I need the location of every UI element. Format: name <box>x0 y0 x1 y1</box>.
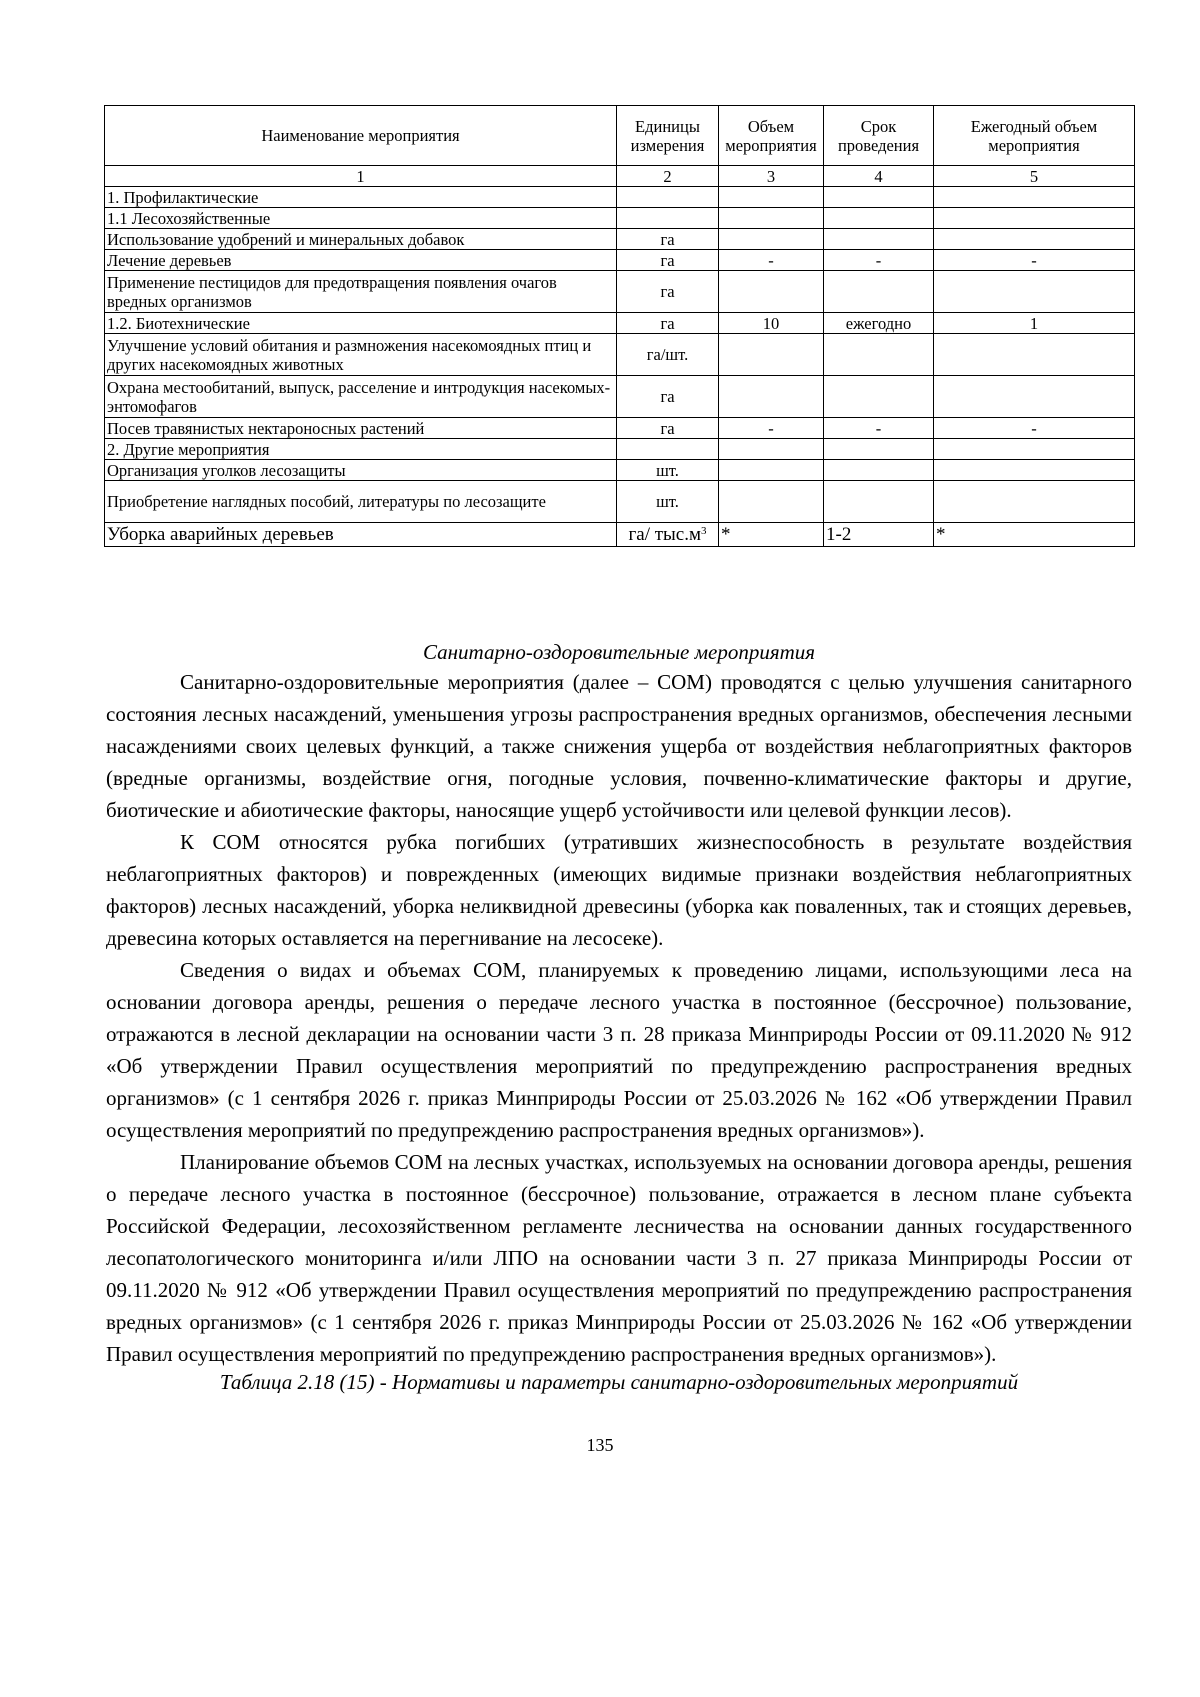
row-unit <box>617 523 719 547</box>
row-term <box>824 208 934 229</box>
row-unit: га/шт. <box>617 334 719 376</box>
table-row <box>105 187 1135 208</box>
row-volume <box>719 271 824 313</box>
row-name: 1. Профилактические <box>105 187 617 208</box>
row-unit <box>617 439 719 460</box>
row-volume <box>719 334 824 376</box>
section-title: Санитарно-оздоровительные мероприятия <box>422 640 816 664</box>
row-unit: га <box>617 418 719 439</box>
table-row <box>105 418 1135 439</box>
table-row <box>105 481 1135 523</box>
row-volume <box>719 439 824 460</box>
row-annual <box>934 439 1135 460</box>
row-annual <box>934 334 1135 376</box>
paragraph: К СОМ относятся рубка погибших (утративших жизнеспособность в результате воздействия неблагоприятных факторов) и поврежденных (имеющих видимые признаки воздействия неблагоприятных факторов) лесных насаждений, уборка неликвидной древесины (уборка как поваленных, так и стоящих деревьев, древесина которых оставляется на перегнивание на лесосеке). <box>106 830 1132 950</box>
column-number-row <box>105 166 1135 187</box>
row-volume <box>719 229 824 250</box>
row-name: 2. Другие мероприятия <box>105 439 617 460</box>
page-number: 135 <box>586 1435 614 1455</box>
table-row <box>105 271 1135 313</box>
table-row <box>105 250 1135 271</box>
table-row <box>105 439 1135 460</box>
table-row <box>105 376 1135 418</box>
header-unit: Единицы измерения <box>617 106 719 166</box>
row-volume <box>719 460 824 481</box>
row-volume <box>719 208 824 229</box>
paragraph: Сведения о видах и объемах СОМ, планируемых к проведению лицами, использующими леса на основании договора аренды, решения о передаче лесного участка в постоянное (бессрочное) пользование, отражаются в лесной декларации на основании части 3 п. 28 приказа Минприроды России от 09.11.2020 № 912 «Об утверждении Правил осуществления мероприятий по предупреждению распространения вредных организмов» (с 1 сентября 2026 г. приказ Минприроды России от 25.03.2026 № 162 «Об утверждении Правил осуществления мероприятий по предупреждению распространения вредных организмов»). <box>106 958 1132 1142</box>
row-name: Лечение деревьев <box>105 250 617 271</box>
row-name: Приобретение наглядных пособий, литературы по лесозащите <box>105 481 617 523</box>
row-term <box>824 460 934 481</box>
row-term <box>824 376 934 418</box>
paragraph: Планирование объемов СОМ на лесных участках, используемых на основании договора аренды, решения о передаче лесного участка в постоянное (бессрочное) пользование, отражается в лесном плане субъекта Российской Федерации, лесохозяйственном регламенте лесничества на основании данных государственного лесопатологического мониторинга и/или ЛПО на основании части 3 п. 27 приказа Минприроды России от 09.11.2020 № 912 «Об утверждении Правил осуществления мероприятий по предупреждению распространения вредных организмов» (с 1 сентября 2026 г. приказ Минприроды России от 25.03.2026 № 162 «Об утверждении Правил осуществления мероприятий по предупреждению распространения вредных организмов»). <box>106 1150 1132 1366</box>
column-number: 3 <box>719 166 824 187</box>
header-term: Срок проведения <box>824 106 934 166</box>
table-row <box>105 208 1135 229</box>
row-term <box>824 229 934 250</box>
column-number: 5 <box>934 166 1135 187</box>
row-term: 1-2 <box>824 523 934 547</box>
row-unit: га <box>617 250 719 271</box>
row-volume: 10 <box>719 313 824 334</box>
row-name: Использование удобрений и минеральных добавок <box>105 229 617 250</box>
table-row <box>105 229 1135 250</box>
header-volume: Объем мероприятия <box>719 106 824 166</box>
row-term: ежегодно <box>824 313 934 334</box>
paragraph: Санитарно-оздоровительные мероприятия (далее – СОМ) проводятся с целью улучшения санитарного состояния лесных насаждений, уменьшения угрозы распространения вредных организмов, обеспечения лесными насаждениями своих целевых функций, а также снижения ущерба от воздействия неблагоприятных факторов (вредные организмы, воздействие огня, погодные условия, почвенно-климатические факторы и другие, биотические и абиотические факторы, наносящие ущерб устойчивости или целевой функции лесов). <box>106 670 1132 822</box>
row-unit: га <box>617 271 719 313</box>
column-number: 2 <box>617 166 719 187</box>
row-annual <box>934 187 1135 208</box>
row-annual <box>934 229 1135 250</box>
row-term <box>824 334 934 376</box>
measures-table <box>104 105 1135 547</box>
row-annual <box>934 460 1135 481</box>
table-row-last <box>105 523 1135 547</box>
row-term <box>824 439 934 460</box>
row-volume <box>719 187 824 208</box>
row-unit: шт. <box>617 481 719 523</box>
row-volume <box>719 376 824 418</box>
row-unit <box>617 208 719 229</box>
unit-superscript: 3 <box>701 525 707 537</box>
row-name: Улучшение условий обитания и размножения насекомоядных птиц и других насекомоядных животных <box>105 334 617 376</box>
row-term: - <box>824 418 934 439</box>
row-name: 1.2. Биотехнические <box>105 313 617 334</box>
header-annual: Ежегодный объем мероприятия <box>934 106 1135 166</box>
column-number: 4 <box>824 166 934 187</box>
table-caption: Таблица 2.18 (15) - Нормативы и параметры санитарно-оздоровительных мероприятий <box>219 1370 1019 1394</box>
row-name: 1.1 Лесохозяйственные <box>105 208 617 229</box>
row-annual <box>934 208 1135 229</box>
header-name: Наименование мероприятия <box>105 106 617 166</box>
row-name: Организация уголков лесозащиты <box>105 460 617 481</box>
row-unit: шт. <box>617 460 719 481</box>
table-row <box>105 460 1135 481</box>
row-annual <box>934 271 1135 313</box>
row-name: Уборка аварийных деревьев <box>105 523 617 547</box>
row-annual: 1 <box>934 313 1135 334</box>
row-term <box>824 187 934 208</box>
row-volume: * <box>719 523 824 547</box>
row-term: - <box>824 250 934 271</box>
row-annual <box>934 376 1135 418</box>
row-annual: - <box>934 250 1135 271</box>
row-term <box>824 481 934 523</box>
table-header-row <box>105 106 1135 166</box>
row-annual: * <box>934 523 1135 547</box>
row-unit: га <box>617 229 719 250</box>
row-term <box>824 271 934 313</box>
table-row <box>105 313 1135 334</box>
row-name: Охрана местообитаний, выпуск, расселение и интродукция насекомых-энтомофагов <box>105 376 617 418</box>
row-unit: га <box>617 376 719 418</box>
row-unit <box>617 187 719 208</box>
row-volume: - <box>719 418 824 439</box>
row-volume: - <box>719 250 824 271</box>
table-row <box>105 334 1135 376</box>
row-name: Посев травянистых нектароносных растений <box>105 418 617 439</box>
row-name: Применение пестицидов для предотвращения появления очагов вредных организмов <box>105 271 617 313</box>
unit-text: га/ тыс.м <box>628 524 702 545</box>
row-annual <box>934 481 1135 523</box>
row-volume <box>719 481 824 523</box>
row-unit: га <box>617 313 719 334</box>
column-number: 1 <box>105 166 617 187</box>
row-annual: - <box>934 418 1135 439</box>
